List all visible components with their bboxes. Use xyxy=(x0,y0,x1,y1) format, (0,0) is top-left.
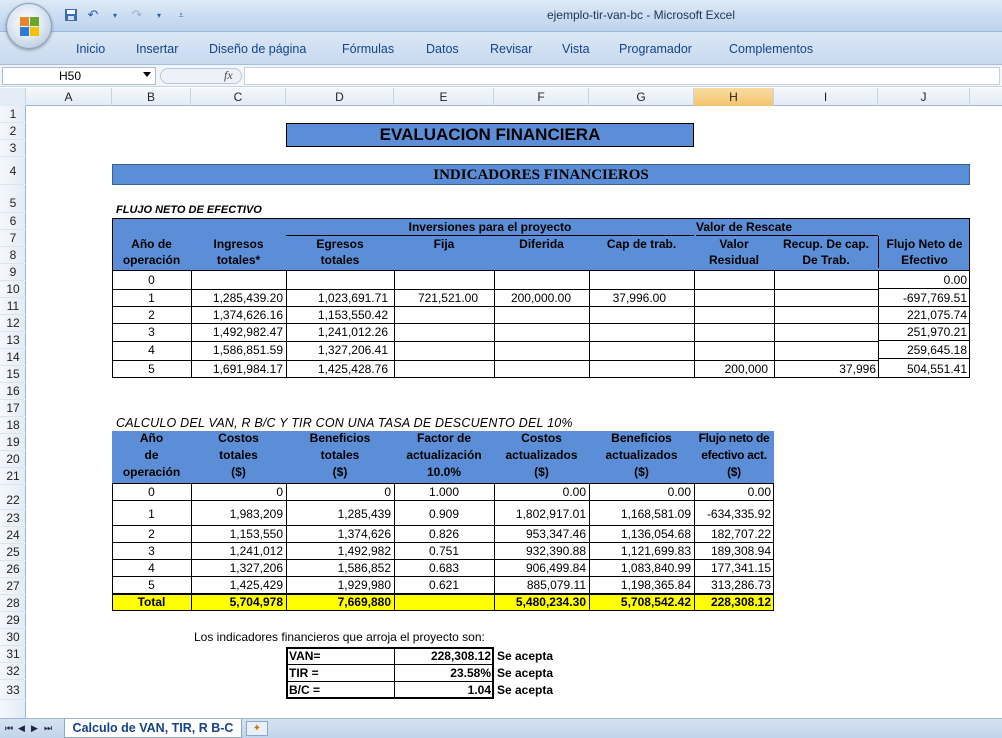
t2-cell[interactable]: 3 xyxy=(148,544,155,558)
row-headers xyxy=(0,106,26,718)
row-header[interactable]: 7 xyxy=(0,230,26,247)
t2-cell[interactable]: 0 xyxy=(148,485,155,499)
t1-cell[interactable]: 37,996 xyxy=(839,362,876,376)
row-header[interactable]: 25 xyxy=(0,544,26,561)
column-header[interactable]: J xyxy=(878,88,970,106)
name-box[interactable]: H50 xyxy=(2,67,156,85)
row-header[interactable]: 18 xyxy=(0,417,26,434)
t2-col-factor: Factor de actualización 10.0% xyxy=(406,431,482,479)
t2-cell[interactable]: 1,802,917.01 xyxy=(515,507,586,521)
row-header[interactable]: 3 xyxy=(0,140,26,157)
t1-cell[interactable]: 0 xyxy=(148,273,155,287)
t2-cell[interactable]: 189,308.94 xyxy=(710,544,771,558)
sheet-subtitle: INDICADORES FINANCIEROS xyxy=(112,164,970,185)
row-header[interactable]: 15 xyxy=(0,366,26,383)
column-header[interactable]: G xyxy=(589,88,694,106)
sheet-title: EVALUACION FINANCIERA xyxy=(286,123,694,147)
column-header[interactable]: B xyxy=(112,88,191,106)
column-header[interactable]: F xyxy=(494,88,589,106)
column-header[interactable]: I xyxy=(774,88,878,106)
t2-cell[interactable]: 953,347.46 xyxy=(525,527,586,541)
row-header[interactable]: 17 xyxy=(0,400,26,417)
t2-cell[interactable]: 0 xyxy=(384,485,391,499)
row-header[interactable]: 11 xyxy=(0,298,26,315)
t2-col-flujo-act: Flujo neto de efectivo act. ($) xyxy=(698,431,770,479)
undo-dropdown-icon[interactable]: ▾ xyxy=(112,10,117,20)
t2-cell[interactable]: 885,079.11 xyxy=(526,578,586,592)
t2-col-beneficios: Beneficios totales ($) xyxy=(309,431,371,479)
t1-col-egresos: Egresos totales xyxy=(316,237,364,267)
t1-cell[interactable]: 1 xyxy=(148,291,155,305)
t2-cell[interactable]: 1,083,840.99 xyxy=(620,561,691,575)
tab-complementos[interactable]: Complementos xyxy=(729,42,814,56)
tab-vista[interactable]: Vista xyxy=(562,42,590,56)
worksheet[interactable] xyxy=(26,106,1002,718)
indicator-name-van: VAN= xyxy=(289,649,321,663)
row-header[interactable]: 13 xyxy=(0,332,26,349)
t2-cell[interactable]: 4 xyxy=(148,561,155,575)
t1-cell[interactable]: 1,691,984.17 xyxy=(212,362,283,376)
row-header[interactable]: 26 xyxy=(0,561,26,578)
sheet-tab-active[interactable]: Calculo de VAN, TIR, R B-C xyxy=(64,719,242,738)
t2-col-costos-act: Costos actualizados ($) xyxy=(505,431,578,479)
t2-cell[interactable]: 1,492,982 xyxy=(337,544,391,558)
t2-col-beneficios-act: Beneficios actualizados ($) xyxy=(605,431,678,479)
row-header[interactable]: 8 xyxy=(0,247,26,264)
t2-cell[interactable]: 1 xyxy=(148,507,155,521)
t2-cell[interactable]: 1.000 xyxy=(428,485,460,499)
t2-total-cell[interactable]: 5,704,978 xyxy=(229,595,283,609)
t1-cell[interactable]: 0.00 xyxy=(878,272,970,289)
t2-cell[interactable]: -634,335.92 xyxy=(706,507,771,521)
indicator-name-tir: TIR = xyxy=(289,666,319,680)
t1-cell[interactable]: 1,374,626.16 xyxy=(212,308,283,322)
row-header[interactable]: 1 xyxy=(0,106,26,123)
redo-dropdown-icon[interactable]: ▾ xyxy=(156,10,161,20)
t2-total-cell[interactable]: 228,308.12 xyxy=(710,595,771,609)
t2-col-anio: Año de operación xyxy=(122,431,181,479)
t2-cell[interactable]: 1,929,980 xyxy=(337,578,391,592)
tab-formulas[interactable]: Fórmulas xyxy=(342,42,395,56)
t2-cell[interactable]: 1,983,209 xyxy=(229,507,283,521)
row-header[interactable]: 27 xyxy=(0,578,26,595)
t2-cell[interactable]: 1,198,365.84 xyxy=(620,578,691,592)
t2-total-cell[interactable]: 7,669,880 xyxy=(337,595,391,609)
t1-col-fija: Fija xyxy=(433,237,455,251)
t2-cell[interactable]: 0.751 xyxy=(428,544,460,558)
t1-cell[interactable]: 5 xyxy=(148,362,155,376)
t1-col-inversiones: Inversiones para el proyecto xyxy=(286,219,694,236)
t2-cell[interactable]: 1,374,626 xyxy=(337,527,391,541)
t1-col-cap: Cap de trab. xyxy=(606,237,677,251)
tab-insertar[interactable]: Insertar xyxy=(136,42,179,56)
t1-cell[interactable]: 1,327,206.41 xyxy=(317,343,388,357)
t1-cell[interactable]: 1,153,550.42 xyxy=(317,308,388,322)
select-all-corner[interactable] xyxy=(0,88,26,106)
title-bar xyxy=(0,0,1002,32)
row-header[interactable]: 14 xyxy=(0,349,26,366)
t1-cell[interactable]: 1,285,439.20 xyxy=(212,291,283,305)
row-header[interactable]: 33 xyxy=(0,680,26,700)
row-header[interactable]: 24 xyxy=(0,527,26,544)
sheet-tab-bar xyxy=(0,718,1002,738)
t2-cell[interactable]: 182,707.22 xyxy=(710,527,771,541)
row-header[interactable]: 20 xyxy=(0,451,26,468)
t1-cell[interactable]: 37,996.00 xyxy=(612,291,666,305)
window-title: ejemplo-tir-van-bc - Microsoft Excel xyxy=(546,8,736,22)
row-header[interactable]: 4 xyxy=(0,157,26,185)
next-sheet-icon[interactable]: ▶ xyxy=(31,723,38,733)
row-header[interactable]: 29 xyxy=(0,612,26,629)
row-header[interactable]: 23 xyxy=(0,510,26,527)
t2-cell[interactable]: 177,341.15 xyxy=(710,561,771,575)
t1-col-ingresos: Ingresos totales* xyxy=(213,237,264,267)
t2-col-costos: Costos totales ($) xyxy=(218,431,259,479)
last-sheet-icon[interactable]: ⏭ xyxy=(44,723,53,733)
t2-cell[interactable]: 313,286.73 xyxy=(710,578,771,592)
t2-cell[interactable]: 1,153,550 xyxy=(229,527,283,541)
row-header[interactable]: 9 xyxy=(0,264,26,281)
t2-cell[interactable]: 1,121,699.83 xyxy=(620,544,691,558)
indicator-verdict-van: Se acepta xyxy=(497,649,554,663)
formula-bar xyxy=(0,65,1002,87)
t2-cell[interactable]: 932,390.88 xyxy=(525,544,586,558)
indicator-name-bc: B/C = xyxy=(289,683,321,697)
t1-cell[interactable]: 504,551.41 xyxy=(906,362,967,376)
t2-cell[interactable]: 906,499.84 xyxy=(525,561,586,575)
t2-cell[interactable]: 1,327,206 xyxy=(229,561,283,575)
indicator-value-bc[interactable]: 1.04 xyxy=(467,683,491,697)
tab-inicio[interactable]: Inicio xyxy=(76,42,106,56)
insert-sheet-icon[interactable]: ✦ xyxy=(246,721,268,736)
t2-total-cell[interactable]: 5,480,234.30 xyxy=(515,595,586,609)
tab-revisar[interactable]: Revisar xyxy=(490,42,533,56)
row-header[interactable]: 30 xyxy=(0,629,26,646)
row-header[interactable]: 21 xyxy=(0,468,26,485)
t1-col-flujo: Flujo Neto de Efectivo xyxy=(878,236,970,268)
t2-cell[interactable]: 1,425,429 xyxy=(229,578,283,592)
t1-col-recup: Recup. De cap. De Trab. xyxy=(782,237,870,267)
column-header-selected[interactable]: H xyxy=(694,88,774,106)
row-header[interactable]: 12 xyxy=(0,315,26,332)
t2-cell[interactable]: 0 xyxy=(276,485,283,499)
t1-cell[interactable]: 1,492,982.47 xyxy=(212,325,283,339)
customize-toolbar-icon[interactable]: ⩡ xyxy=(178,9,184,20)
t1-cell[interactable]: 1,586,851.59 xyxy=(212,343,283,357)
tab-diseno-pagina[interactable]: Diseño de página xyxy=(209,42,307,56)
t1-cell[interactable]: 259,645.18 xyxy=(878,342,970,359)
undo-icon[interactable]: ↶ xyxy=(87,7,99,22)
t1-cell[interactable]: 1,425,428.76 xyxy=(317,362,388,376)
first-sheet-icon[interactable]: ⏮ xyxy=(5,723,14,733)
insert-function-icon[interactable]: fx xyxy=(224,68,233,82)
row-header[interactable]: 31 xyxy=(0,646,26,663)
t1-cell[interactable]: -697,769.51 xyxy=(878,290,970,307)
row-header[interactable]: 19 xyxy=(0,434,26,451)
t1-cell[interactable]: 1,023,691.71 xyxy=(317,291,388,305)
t2-cell[interactable]: 1,168,581.09 xyxy=(620,507,691,521)
t1-cell[interactable]: 4 xyxy=(148,343,155,357)
column-header[interactable]: D xyxy=(286,88,394,106)
t1-cell[interactable]: 251,970.21 xyxy=(878,324,970,341)
t2-total-cell[interactable]: Total xyxy=(137,595,166,609)
office-logo-icon xyxy=(20,17,40,37)
t1-cell[interactable]: 200,000 xyxy=(724,362,768,376)
tab-programador[interactable]: Programador xyxy=(619,42,692,56)
t2-cell[interactable]: 0.00 xyxy=(667,485,691,499)
t2-cell[interactable]: 1,586,852 xyxy=(337,561,391,575)
t2-cell[interactable]: 0.909 xyxy=(428,507,460,521)
indicator-value-tir[interactable]: 23.58% xyxy=(450,666,491,680)
column-header[interactable]: E xyxy=(394,88,494,106)
t1-cell[interactable]: 200,000.00 xyxy=(510,291,571,305)
t2-cell[interactable]: 2 xyxy=(148,527,155,541)
t1-col-rescate: Valor de Rescate xyxy=(696,219,878,236)
tab-datos[interactable]: Datos xyxy=(426,42,459,56)
calc-label: CALCULO DEL VAN, R B/C Y TIR CON UNA TASA DE DESCUENTO DEL 10% xyxy=(116,416,573,430)
t2-cell[interactable]: 1,241,012 xyxy=(229,544,283,558)
t1-cell[interactable]: 721,521.00 xyxy=(417,291,478,305)
t1-cell[interactable]: 2 xyxy=(148,308,155,322)
indicator-value-van[interactable]: 228,308.12 xyxy=(430,649,491,663)
t1-col-residual: Valor Residual xyxy=(708,237,759,267)
t1-col-anio: Año de operación xyxy=(122,237,181,267)
redo-icon[interactable]: ↷ xyxy=(131,7,143,22)
row-header[interactable]: 5 xyxy=(0,185,26,213)
t2-cell[interactable]: 0.826 xyxy=(428,527,460,541)
row-header[interactable]: 22 xyxy=(0,485,26,510)
indicator-verdict-tir: Se acepta xyxy=(497,666,554,680)
row-header[interactable]: 10 xyxy=(0,281,26,298)
indicator-verdict-bc: Se acepta xyxy=(497,683,554,697)
t2-cell[interactable]: 1,285,439 xyxy=(337,507,391,521)
indicators-label: Los indicadores financieros que arroja el proyecto son: xyxy=(194,630,485,644)
t1-cell[interactable]: 221,075.74 xyxy=(878,307,970,324)
column-header[interactable]: A xyxy=(26,88,112,106)
row-header[interactable]: 28 xyxy=(0,595,26,612)
t2-cell[interactable]: 0.00 xyxy=(562,485,586,499)
ribbon xyxy=(0,32,1002,65)
row-header[interactable]: 6 xyxy=(0,213,26,230)
row-header[interactable]: 16 xyxy=(0,383,26,400)
row-header[interactable]: 32 xyxy=(0,663,26,680)
prev-sheet-icon[interactable]: ◀ xyxy=(18,723,25,733)
t1-col-diferida: Diferida xyxy=(519,237,564,251)
t2-total-cell[interactable]: 5,708,542.42 xyxy=(620,595,691,609)
formula-input[interactable] xyxy=(244,67,1000,85)
name-box-dropdown-icon[interactable] xyxy=(143,72,151,77)
column-headers xyxy=(0,88,1002,106)
flujo-label: FLUJO NETO DE EFECTIVO xyxy=(116,204,262,216)
t1-cell[interactable]: 3 xyxy=(148,325,155,339)
t2-cell[interactable]: 5 xyxy=(148,578,155,592)
t1-cell[interactable]: 1,241,012.26 xyxy=(317,325,388,339)
column-header[interactable]: C xyxy=(191,88,286,106)
t2-cell[interactable]: 1,136,054.68 xyxy=(620,527,691,541)
row-header[interactable]: 2 xyxy=(0,123,26,140)
t2-cell[interactable]: 0.00 xyxy=(747,485,771,499)
office-button[interactable] xyxy=(6,3,52,49)
t2-cell[interactable]: 0.621 xyxy=(428,578,460,592)
t2-cell[interactable]: 0.683 xyxy=(428,561,460,575)
